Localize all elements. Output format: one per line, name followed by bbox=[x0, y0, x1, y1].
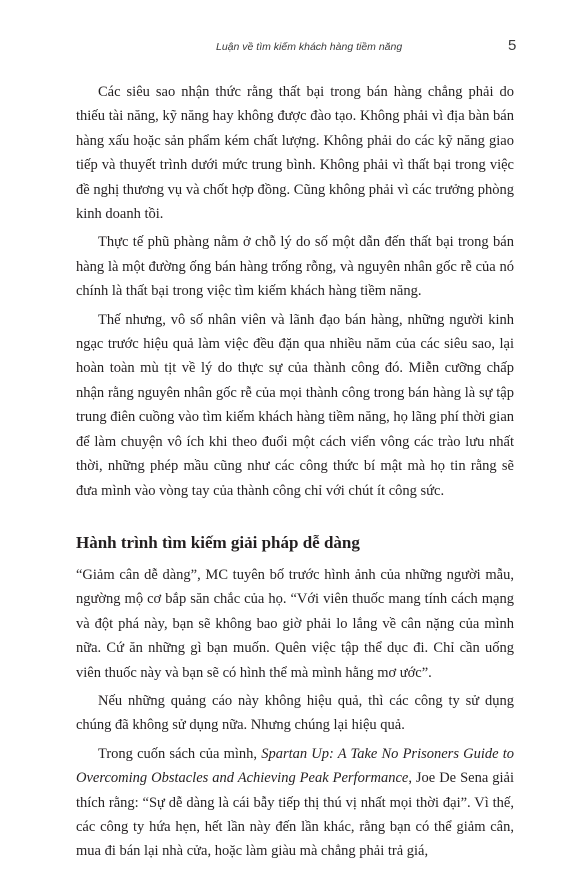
section-heading: Hành trình tìm kiếm giải pháp dễ dàng bbox=[76, 532, 360, 552]
page-number: 5 bbox=[508, 37, 517, 54]
running-title: Luận về tìm kiếm khách hàng tiềm năng bbox=[216, 41, 403, 53]
body-text bbox=[76, 80, 514, 868]
paragraph-text-before: Trong cuốn sách của mình, bbox=[98, 745, 262, 762]
book-title: Spartan Up: A Take No Prisoners Guide to Overcoming Obstacles and Achieving Peak Performance bbox=[76, 745, 514, 787]
paragraph-spartan-up bbox=[76, 742, 514, 864]
paragraph-text-after: , Joe De Sena giải thích rằng: “Sự dễ dàng là cái bẫy tiếp thị thú vị nhất mọi thời đại”. Vì thế, các công ty hứa hẹn, hết lần này đến lần khác, rằng bạn có thể giảm cân, mua đi bán lại nhà cửa, hoặc làm giàu mà chẳng phải trả giá, bbox=[76, 770, 514, 860]
paragraph-ads-work: Nếu những quảng cáo này không hiệu quả, thì các công ty sử dụng chúng đã không sử dụng nữa. Nhưng chúng lại hiệu quả. bbox=[76, 692, 514, 734]
paragraph-failure-causes: Các siêu sao nhận thức rằng thất bại trong bán hàng chẳng phải do thiếu tài năng, kỹ năng hay không được đào tạo. Không phải vì địa bàn bán hàng xấu hoặc sản phẩm kém chất lượng. Không phải do các kỹ năng giao tiếp và thuyết trình dưới mức trung bình. Không phải vì thất bại trong việc đề nghị thương vụ và chốt hợp đồng. Cũng không phải vì các trưởng phòng kinh doanh tồi. bbox=[76, 84, 514, 223]
paragraph-empty-pipeline: Thực tế phũ phàng nằm ở chỗ lý do số một dẫn đến thất bại trong bán hàng là một đường ống bán hàng trống rỗng, và nguyên nhân gốc rễ của nó chính là thất bại trong việc tìm kiếm khách hàng tiềm năng. bbox=[76, 234, 514, 300]
paragraph-superstars-success: Thế nhưng, vô số nhân viên và lãnh đạo bán hàng, những người kinh ngạc trước hiệu quả làm việc đều đặn qua nhiều năm của các siêu sao, lại hoàn toàn mù tịt về lý do thực sự của thành công đó. Miễn cưỡng chấp nhận rằng nguyên nhân gốc rễ của mọi thành công trong bán hàng là sự tập trung điên cuồng vào tìm kiếm khách hàng tiềm năng, họ lãng phí thời gian để làm chuyện vô ích khi theo đuổi một cách viển vông các trào lưu nhất thời, những phép mầu cũng như các công thức bí mật mà họ tin rằng sẽ đưa mình vào vòng tay của thành công chỉ với chút ít công sức. bbox=[76, 311, 514, 499]
running-header bbox=[0, 37, 586, 57]
paragraph-easy-weight-loss: “Giảm cân dễ dàng”, MC tuyên bố trước hình ảnh của những người mẫu, ngường mộ cơ bắp săn chắc của họ. “Với viên thuốc mang tính cách mạng và đột phá này, bạn sẽ không bao giờ phải lo lắng về cân nặng của mình nữa. Cứ ăn những gì bạn muốn. Quên việc tập thể dục đi. Chỉ cần uống viên thuốc này và bạn sẽ có hình thể mà mình hằng mơ ước”. bbox=[76, 566, 514, 681]
